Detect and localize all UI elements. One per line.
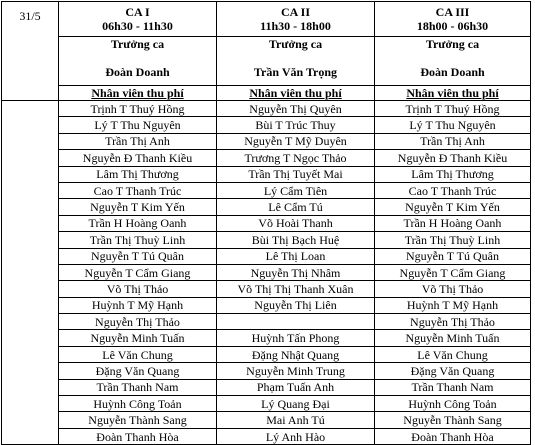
date-column-spacer — [2, 264, 59, 280]
shift-2-staff-name: Đặng Nhật Quang — [217, 346, 375, 362]
staff-title-row — [2, 86, 531, 101]
shift-2-staff-name: Nguyễn Thị Nhâm — [217, 264, 375, 280]
shift-2-staff-name: Nguyễn Thị Quyên — [217, 101, 375, 117]
shift-1-staff-name: Huỳnh Công Toản — [59, 396, 217, 412]
shift-2-staff-name: Lý Anh Hào — [217, 428, 375, 444]
date-cell: 31/5 — [2, 2, 59, 101]
shift-3-header — [375, 2, 531, 37]
staff-row — [2, 396, 531, 412]
shift-1-header — [59, 2, 217, 37]
staff-row — [2, 117, 531, 133]
shift-3-leader-cell — [375, 37, 531, 86]
shift-1-name: CA I — [125, 5, 150, 19]
shift-2-staff-name: Lý Cẩm Tiên — [217, 182, 375, 198]
shift-2-staff-name: Trần Thị Tuyết Mai — [217, 166, 375, 182]
shift-2-staff-name: Phạm Tuấn Anh — [217, 379, 375, 395]
staff-row — [2, 428, 531, 444]
shift-3-staff-name: Nguyễn Đ Thanh Kiều — [375, 150, 531, 166]
shift-3-staff-name: Trần Thị Anh — [375, 133, 531, 149]
shift-1-time: 06h30 - 11h30 — [102, 19, 173, 33]
shift-1-staff-name: Đoàn Thanh Hòa — [59, 428, 217, 444]
date-column-spacer — [2, 101, 59, 117]
shift-1-staff-name: Trần Thanh Nam — [59, 379, 217, 395]
shift-1-staff-name: Nguyễn T Cẩm Giang — [59, 264, 217, 280]
shift-1-staff-name: Lê Văn Chung — [59, 346, 217, 362]
shift-3-leader-name: Đoàn Doanh — [420, 65, 485, 79]
shift-3-staff-name: Trần Thanh Nam — [375, 379, 531, 395]
shift-1-staff-name: Đặng Văn Quang — [59, 363, 217, 379]
shift-3-staff-name: Nguyễn T Cẩm Giang — [375, 264, 531, 280]
shift-leader-row — [2, 37, 531, 86]
staff-row — [2, 330, 531, 346]
shift-2-leader-cell — [217, 37, 375, 86]
shift-3-staff-name: Trịnh T Thuý Hồng — [375, 101, 531, 117]
staff-row — [2, 412, 531, 428]
shift-3-staff-name: Đặng Văn Quang — [375, 363, 531, 379]
date-column-spacer — [2, 248, 59, 264]
staff-row — [2, 150, 531, 166]
staff-row — [2, 133, 531, 149]
shift-2-staff-name — [217, 314, 375, 330]
date-column-spacer — [2, 281, 59, 297]
shift-3-staff-name: Nguyễn T Kim Yến — [375, 199, 531, 215]
shift-2-staff-name: Võ Hoài Thanh — [217, 215, 375, 231]
shift-1-staff-name: Võ Thị Thảo — [59, 281, 217, 297]
shift-2-header — [217, 2, 375, 37]
date-column-spacer — [2, 215, 59, 231]
shift-3-staff-name: Nguyễn Minh Tuấn — [375, 330, 531, 346]
shift-3-staff-title — [375, 86, 531, 101]
shift-2-staff-name: Lê Thị Loan — [217, 248, 375, 264]
shift-3-staff-name: Cao T Thanh Trúc — [375, 182, 531, 198]
staff-row — [2, 379, 531, 395]
shift-1-leader-name: Đoàn Doanh — [105, 65, 170, 79]
shift-schedule-table — [1, 1, 531, 445]
shift-2-staff-name: Huỳnh Tấn Phong — [217, 330, 375, 346]
staff-row — [2, 297, 531, 313]
shift-1-leader-cell — [59, 37, 217, 86]
staff-row — [2, 346, 531, 362]
shift-1-staff-name: Nguyễn Minh Tuấn — [59, 330, 217, 346]
shift-1-staff-name: Nguyễn Thành Sang — [59, 412, 217, 428]
date-column-spacer — [2, 297, 59, 313]
shift-3-staff-title-text: Nhân viên thu phí — [406, 86, 499, 100]
shift-1-staff-title-text: Nhân viên thu phí — [91, 86, 184, 100]
date-column-spacer — [2, 346, 59, 362]
date-column-spacer — [2, 232, 59, 248]
shift-3-staff-name: Trần Thị Thuỳ Linh — [375, 232, 531, 248]
staff-row — [2, 232, 531, 248]
shift-1-staff-name: Trần Thị Thuỳ Linh — [59, 232, 217, 248]
shift-2-staff-name: Bùi Thị Bạch Huệ — [217, 232, 375, 248]
shift-1-staff-name: Nguyễn T Kim Yến — [59, 199, 217, 215]
shift-1-staff-name: Lâm Thị Thương — [59, 166, 217, 182]
shift-2-staff-name: Nguyễn Minh Trung — [217, 363, 375, 379]
staff-row — [2, 215, 531, 231]
date-column-spacer — [2, 412, 59, 428]
staff-row — [2, 182, 531, 198]
staff-row — [2, 101, 531, 117]
date-column-spacer — [2, 396, 59, 412]
shift-3-leader-title: Trưởng ca — [425, 37, 480, 51]
shift-1-staff-title — [59, 86, 217, 101]
staff-row — [2, 314, 531, 330]
staff-row — [2, 264, 531, 280]
staff-row — [2, 363, 531, 379]
shift-1-staff-name: Huỳnh T Mỹ Hạnh — [59, 297, 217, 313]
shift-2-leader-title: Trưởng ca — [268, 37, 323, 51]
shift-1-staff-name: Cao T Thanh Trúc — [59, 182, 217, 198]
shift-3-staff-name: Lê Văn Chung — [375, 346, 531, 362]
date-column-spacer — [2, 150, 59, 166]
date-column-spacer — [2, 133, 59, 149]
shift-3-time: 18h00 - 06h30 — [416, 19, 489, 33]
shift-header-row — [2, 2, 531, 37]
shift-2-staff-name: Nguyễn Thị Liên — [217, 297, 375, 313]
shift-1-staff-name: Nguyễn T Tú Quân — [59, 248, 217, 264]
shift-1-leader-title: Trưởng ca — [110, 37, 165, 51]
shift-2-time: 11h30 - 18h00 — [260, 19, 331, 33]
shift-2-staff-name: Võ Thị Thị Thanh Xuân — [217, 281, 375, 297]
date-column-spacer — [2, 182, 59, 198]
schedule-wrapper — [1, 1, 530, 444]
date-column-spacer — [2, 166, 59, 182]
shift-2-staff-name: Lý Quang Đại — [217, 396, 375, 412]
shift-3-name: CA III — [435, 5, 470, 19]
shift-2-name: CA II — [280, 5, 310, 19]
staff-row — [2, 199, 531, 215]
shift-2-staff-name: Bùi T Trúc Thuy — [217, 117, 375, 133]
shift-3-staff-name: Lâm Thị Thương — [375, 166, 531, 182]
shift-1-staff-name: Trịnh T Thuý Hồng — [59, 101, 217, 117]
shift-2-staff-name: Mai Anh Tú — [217, 412, 375, 428]
shift-2-leader-name: Trần Văn Trọng — [253, 65, 338, 79]
date-column-spacer — [2, 117, 59, 133]
shift-2-staff-title — [217, 86, 375, 101]
staff-row — [2, 248, 531, 264]
shift-3-staff-name: Trần H Hoàng Oanh — [375, 215, 531, 231]
shift-1-staff-name: Trần H Hoàng Oanh — [59, 215, 217, 231]
shift-3-staff-name: Huỳnh Công Toản — [375, 396, 531, 412]
shift-1-staff-name: Trần Thị Anh — [59, 133, 217, 149]
shift-1-staff-name: Nguyễn Đ Thanh Kiều — [59, 150, 217, 166]
date-column-spacer — [2, 314, 59, 330]
shift-3-staff-name: Lý T Thu Nguyên — [375, 117, 531, 133]
date-column-spacer — [2, 379, 59, 395]
staff-row — [2, 166, 531, 182]
shift-3-staff-name: Nguyễn Thành Sang — [375, 412, 531, 428]
shift-1-staff-name: Lý T Thu Nguyên — [59, 117, 217, 133]
date-column-spacer — [2, 363, 59, 379]
shift-2-staff-name: Trương T Ngọc Thảo — [217, 150, 375, 166]
shift-3-staff-name: Huỳnh T Mỹ Hạnh — [375, 297, 531, 313]
date-column-spacer — [2, 428, 59, 444]
shift-3-staff-name: Nguyễn Thị Thảo — [375, 314, 531, 330]
shift-2-staff-title-text: Nhân viên thu phí — [249, 86, 342, 100]
date-column-spacer — [2, 199, 59, 215]
shift-2-staff-name: Lê Cẩm Tú — [217, 199, 375, 215]
shift-3-staff-name: Đoàn Thanh Hòa — [375, 428, 531, 444]
staff-row — [2, 281, 531, 297]
shift-1-staff-name: Nguyễn Thị Thảo — [59, 314, 217, 330]
shift-3-staff-name: Nguyễn T Tú Quân — [375, 248, 531, 264]
date-column-spacer — [2, 330, 59, 346]
shift-3-staff-name: Võ Thị Thảo — [375, 281, 531, 297]
shift-2-staff-name: Nguyễn T Mỹ Duyên — [217, 133, 375, 149]
